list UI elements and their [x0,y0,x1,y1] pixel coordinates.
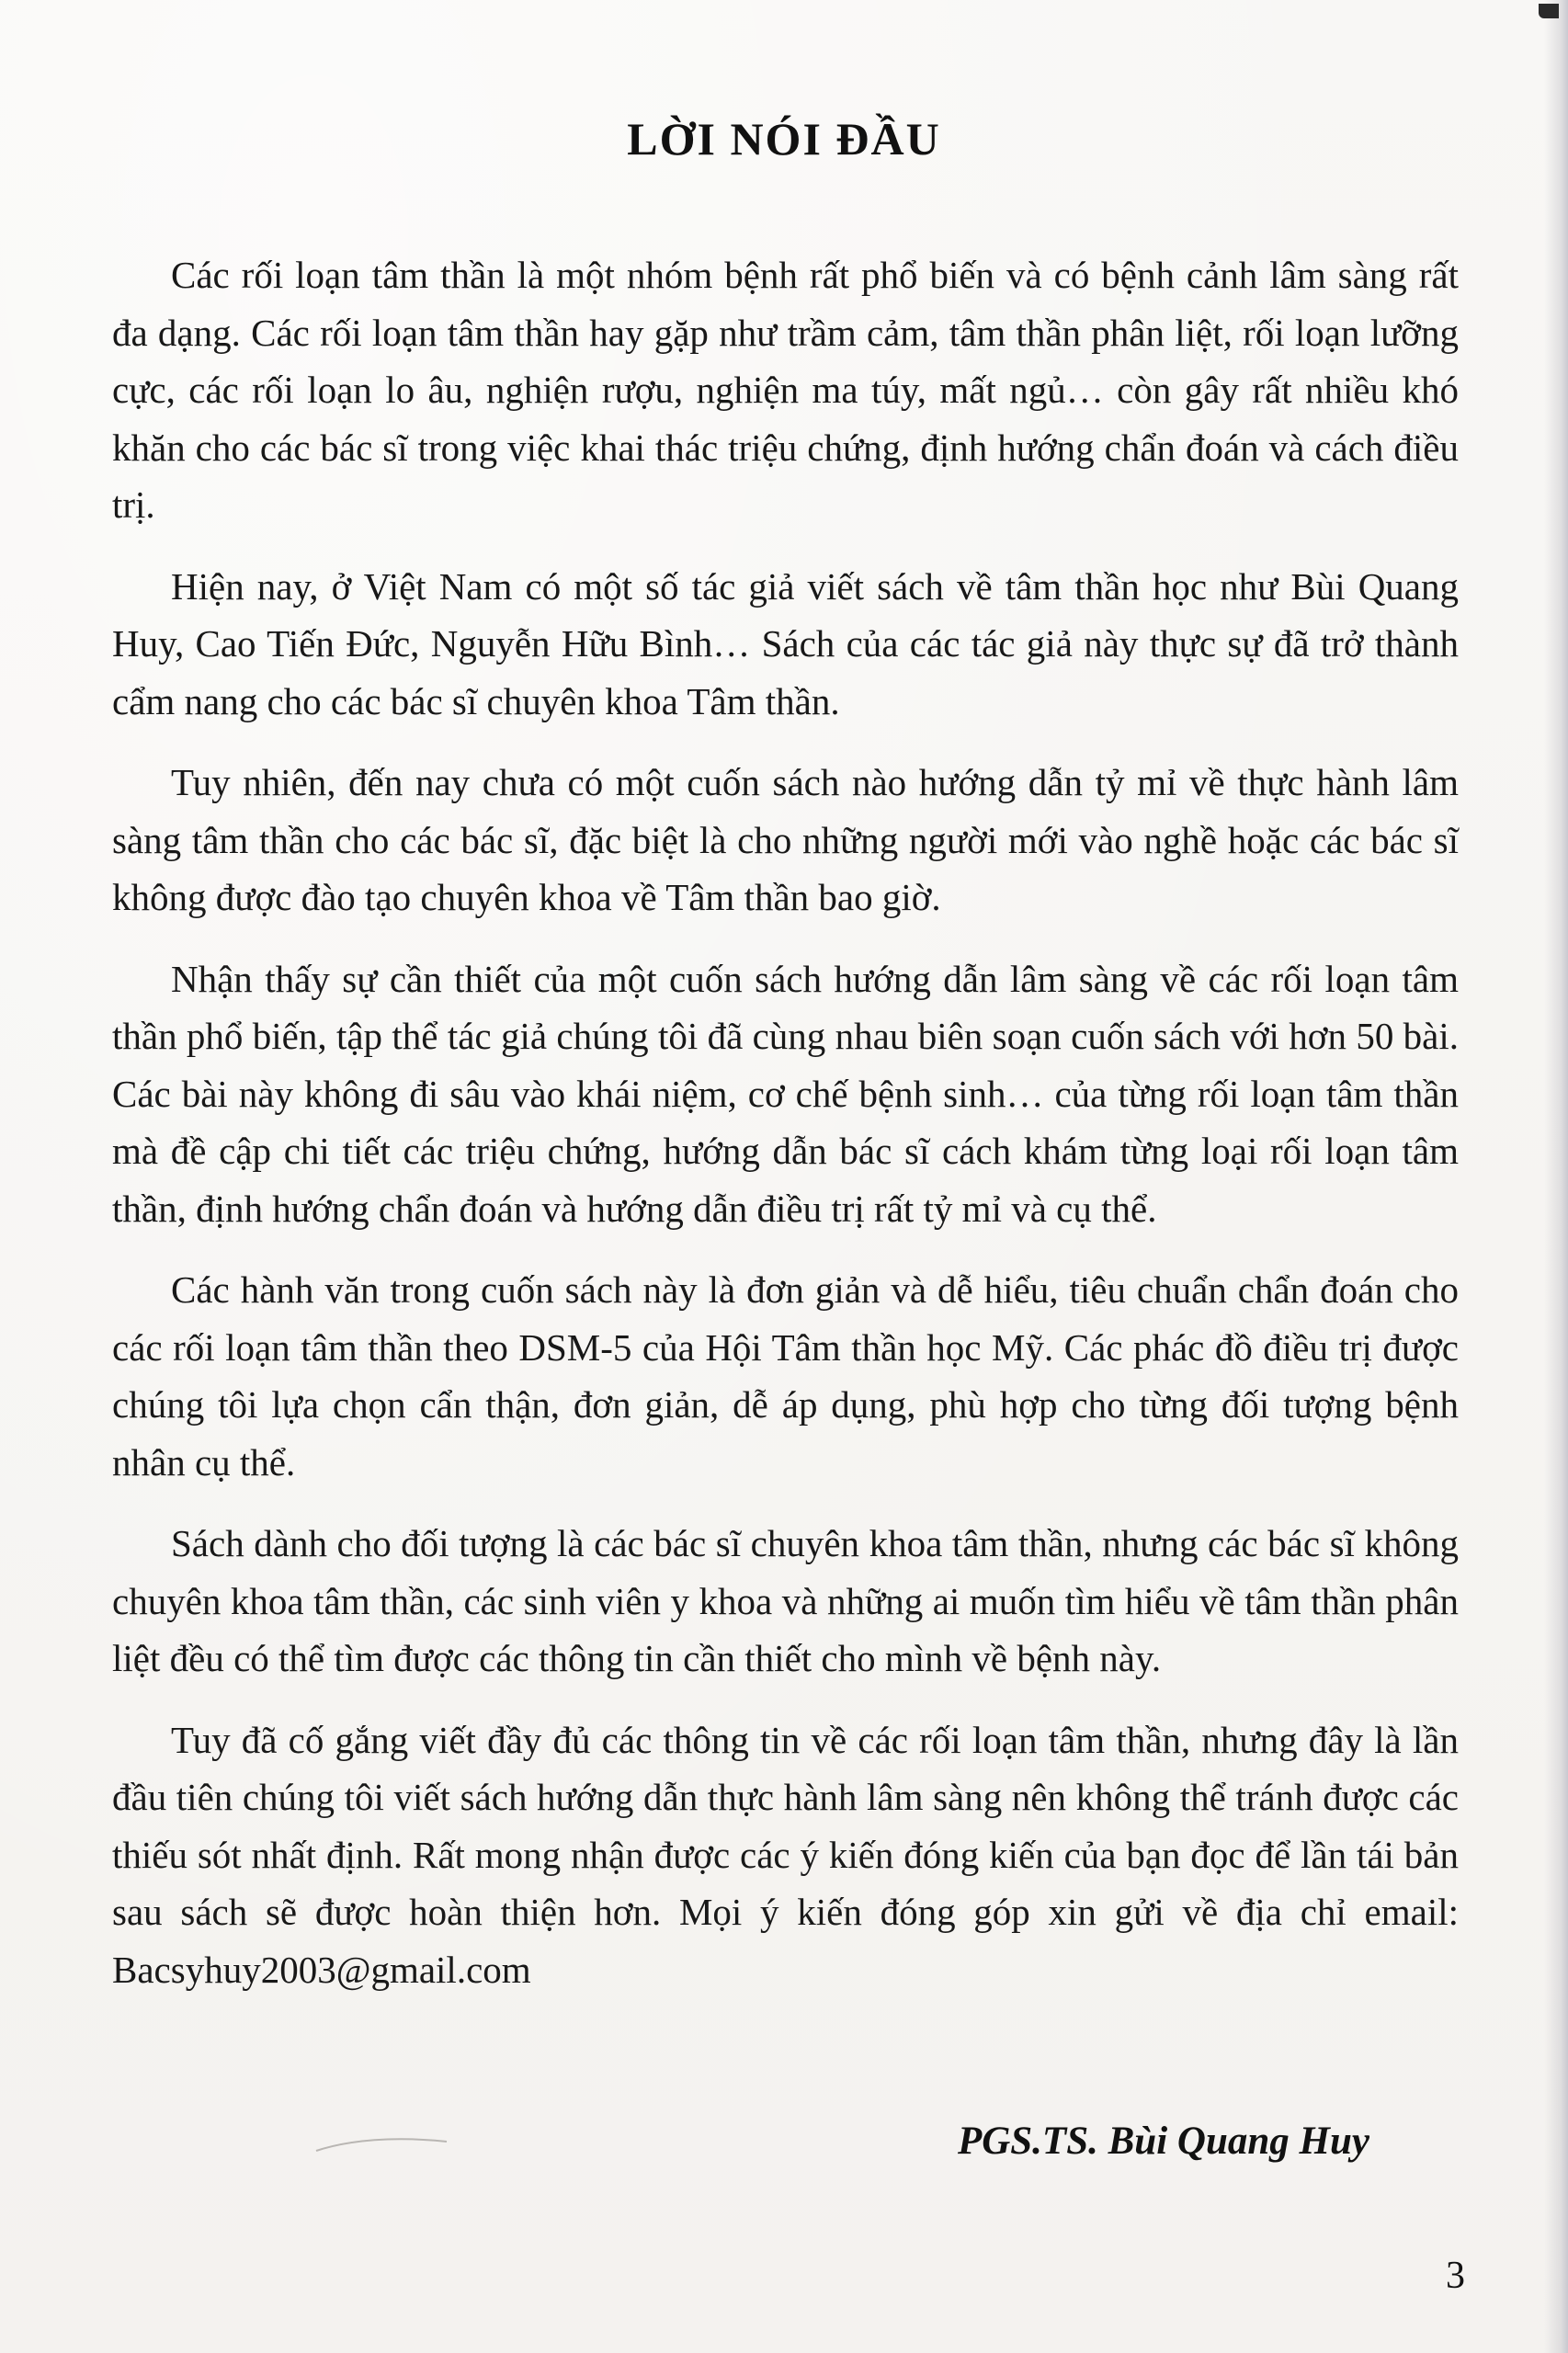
page-number: 3 [1446,2255,1465,2297]
author-signature: PGS.TS. Bùi Quang Huy [957,2120,1369,2163]
paragraph-7: Tuy đã cố gắng viết đầy đủ các thông tin về các rối loạn tâm thần, nhưng đây là lần đầu tiên chúng tôi viết sách hướng dẫn thực hành lâm sàng nên không thể tránh được các thiếu sót nhất định. Rất mong nhận được các ý kiến đóng kiến của bạn đọc để lần tái bản sau sách sẽ được hoàn thiện hơn. Mọi ý kiến đóng góp xin gửi về địa chỉ email: Bacsyhuy2003@gmail.com [112,1718,1459,1991]
paragraph-4: Nhận thấy sự cần thiết của một cuốn sách hướng dẫn lâm sàng về các rối loạn tâm thần phổ biến, tập thể tác giả chúng tôi đã cùng nhau biên soạn cuốn sách với hơn 50 bài. Các bài này không đi sâu vào khái niệm, cơ chế bệnh sinh… của từng rối loạn tâm thần mà đề cập chi tiết các triệu chứng, hướng dẫn bác sĩ cách khám từng loại rối loạn tâm thần, định hướng chẩn đoán và hướng dẫn điều trị rất tỷ mỉ và cụ thể. [112,957,1459,1230]
preface-body [112,246,1459,2022]
page-title: LỜI NÓI ĐẦU [627,113,941,165]
paragraph-6: Sách dành cho đối tượng là các bác sĩ chuyên khoa tâm thần, nhưng các bác sĩ không chuyên khoa tâm thần, các sinh viên y khoa và những ai muốn tìm hiểu về tâm thần phân liệt đều có thể tìm được các thông tin cần thiết cho mình về bệnh này. [112,1522,1459,1679]
paragraph-3: Tuy nhiên, đến nay chưa có một cuốn sách nào hướng dẫn tỷ mỉ về thực hành lâm sàng tâm thần cho các bác sĩ, đặc biệt là cho những người mới vào nghề hoặc các bác sĩ không được đào tạo chuyên khoa về Tâm thần bao giờ. [112,761,1459,918]
paragraph-1: Các rối loạn tâm thần là một nhóm bệnh rất phổ biến và có bệnh cảnh lâm sàng rất đa dạng. Các rối loạn tâm thần hay gặp như trầm cảm, tâm thần phân liệt, rối loạn lưỡng cực, các rối loạn lo âu, nghiện rượu, nghiện ma túy, mất ngủ… còn gây rất nhiều khó khăn cho các bác sĩ trong việc khai thác triệu chứng, định hướng chẩn đoán và cách điều trị. [112,254,1459,526]
paragraph-2: Hiện nay, ở Việt Nam có một số tác giả viết sách về tâm thần học như Bùi Quang Huy, Cao Tiến Đức, Nguyễn Hữu Bình… Sách của các tác giả này thực sự đã trở thành cẩm nang cho các bác sĩ chuyên khoa Tâm thần. [112,564,1459,722]
paragraph-5: Các hành văn trong cuốn sách này là đơn giản và dễ hiểu, tiêu chuẩn chẩn đoán cho các rối loạn tâm thần theo DSM-5 của Hội Tâm thần học Mỹ. Các phác đồ điều trị được chúng tôi lựa chọn cẩn thận, đơn giản, dễ áp dụng, phù hợp cho từng đối tượng bệnh nhân cụ thể. [112,1268,1459,1483]
page-edge-shadow [1544,0,1568,2353]
corner-mark [1539,4,1559,18]
pen-stroke-mark [312,2131,450,2158]
